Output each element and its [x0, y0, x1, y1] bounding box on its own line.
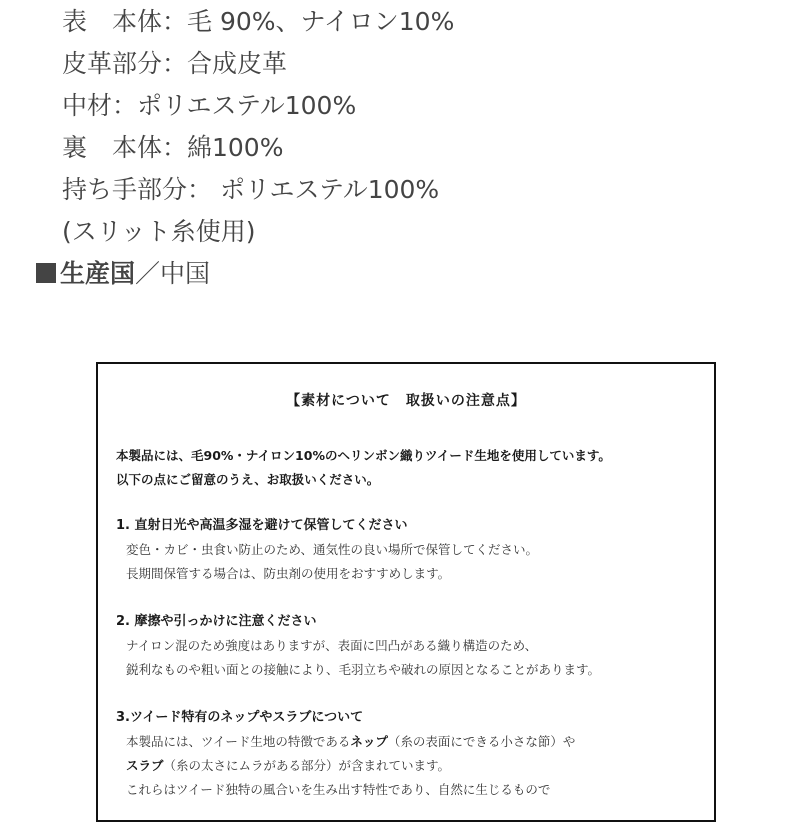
origin-label: 生産国 — [60, 259, 136, 288]
care-section-body-line: 変色・カビ・虫食い防止のため、通気性の良い場所で保管してください。 — [126, 542, 539, 557]
care-section-heading: 3.ツイード特有のネップやスラブについて — [116, 710, 364, 725]
care-section-body-line: 長期間保管する場合は、防虫剤の使用をおすすめします。 — [126, 566, 451, 581]
care-instructions-box — [96, 362, 716, 822]
spec-line-lining: 裏 本体：綿100% — [62, 133, 284, 162]
care-section-friction — [116, 610, 706, 682]
care-intro — [116, 444, 611, 492]
care-section-heading: 1. 直射日光や高温多湿を避けて保管してください — [116, 518, 408, 533]
care-section-body-line: 鋭利なものや粗い面との接触により、毛羽立ちや破れの原因となることがあります。 — [126, 662, 601, 677]
spec-line-leather: 皮革部分：合成皮革 — [62, 49, 288, 78]
care-section-storage — [116, 514, 706, 586]
term-nep: ネップ — [350, 734, 388, 749]
body-text: （糸の表面にできる小さな節）や — [387, 734, 576, 749]
origin-value: ／中国 — [135, 259, 211, 288]
spec-line-padding: 中材：ポリエステル100% — [62, 91, 357, 120]
care-section-body-line — [116, 730, 706, 754]
spec-line-outer-body: 表 本体：毛 90%、ナイロン10% — [62, 7, 455, 36]
care-section-body-line: ナイロン混のため強度はありますが、表面に凹凸がある織り構造のため、 — [126, 638, 538, 653]
term-slub: スラブ — [126, 758, 164, 773]
care-intro-line: 本製品には、毛90%・ナイロン10%のヘリンボン織りツイード生地を使用しています。 — [116, 448, 611, 463]
country-of-origin — [36, 258, 210, 290]
spec-line-handle: 持ち手部分： ポリエステル100% — [62, 175, 440, 204]
care-intro-line: 以下の点にご留意のうえ、お取扱いください。 — [116, 472, 380, 487]
spec-line-slit-yarn: (スリット糸使用) — [62, 217, 256, 246]
care-section-body-line: これらはツイード独特の風合いを生み出す特性であり、自然に生じるもので — [126, 782, 551, 797]
care-section-heading: 2. 摩擦や引っかけに注意ください — [116, 614, 317, 629]
square-bullet-icon — [36, 263, 56, 283]
care-section-tweed-neps — [116, 706, 706, 802]
body-text: （糸の太さにムラがある部分）が含まれています。 — [163, 758, 451, 773]
care-section-body-line — [116, 754, 706, 778]
body-text: 本製品には、ツイード生地の特徴である — [126, 734, 351, 749]
care-title: 【素材について 取扱いの注意点】 — [286, 393, 526, 409]
